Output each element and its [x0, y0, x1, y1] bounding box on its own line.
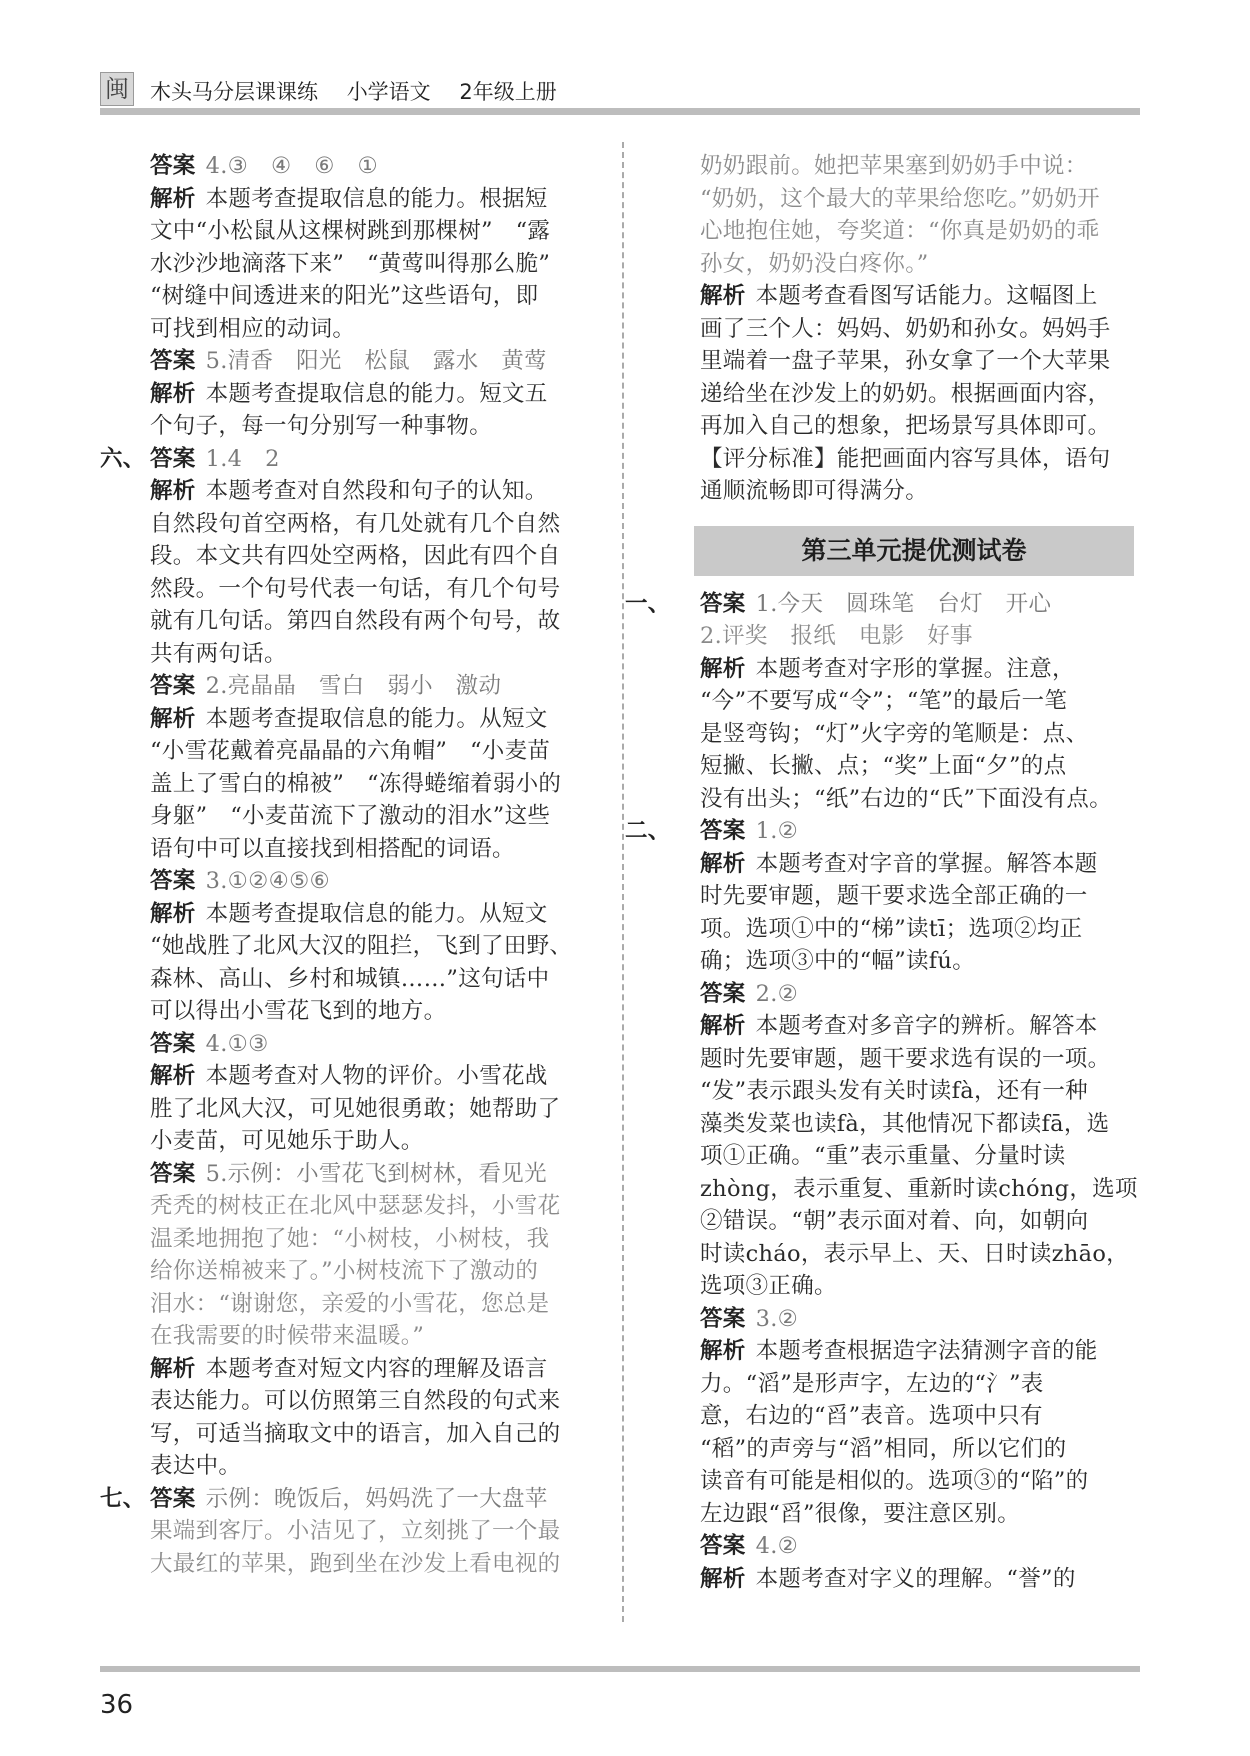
line-text: 大最红的苹果，跑到坐在沙发上看电视的: [150, 1550, 561, 1577]
answer-tag: 答案: [150, 1030, 196, 1057]
text-line: [100, 215, 600, 248]
text-line: [100, 378, 600, 411]
answer-tag: 答案: [150, 348, 196, 374]
analysis-tag: 解析: [700, 655, 746, 682]
line-text: 本题考查对字义的理解。“誉”的: [755, 1565, 1076, 1592]
text-line: [100, 1223, 600, 1256]
line-text: 1.②: [755, 818, 799, 844]
line-text: 短撇、长撇、点；“奖”上面“夕”的点: [700, 753, 1067, 779]
running-header: [150, 76, 579, 106]
line-text: 本题考查对短文内容的理解及语言: [205, 1355, 548, 1382]
text-line: [700, 1075, 1140, 1108]
answer-tag: 答案: [150, 673, 196, 699]
analysis-tag: 解析: [700, 283, 746, 309]
line-text: 【评分标准】能把画面内容写具体，语句: [700, 445, 1111, 472]
text-line: [100, 410, 600, 443]
text-line: [700, 1010, 1140, 1043]
text-line: [700, 1433, 1140, 1466]
unit-test-banner: 第三单元提优测试卷: [694, 526, 1134, 576]
line-text: 题时先要审题，题干要求选有误的一项。: [700, 1045, 1111, 1072]
line-text: 果端到客厅。小洁见了，立刻挑了一个最: [150, 1518, 561, 1544]
text-line: [700, 913, 1140, 946]
line-text: 本题考查提取信息的能力。从短文: [205, 705, 548, 732]
line-text: 可以得出小雪花飞到的地方。: [150, 998, 447, 1024]
text-line: [100, 833, 600, 866]
text-line: [100, 1093, 600, 1126]
text-line: [625, 815, 1140, 848]
text-line: [700, 150, 1140, 183]
line-text: 可找到相应的动词。: [150, 315, 356, 342]
text-line: [700, 345, 1140, 378]
answer-tag: 答案: [700, 1305, 746, 1332]
text-line: [100, 1548, 600, 1581]
text-line: [700, 653, 1140, 686]
line-text: 3.②: [755, 1305, 799, 1332]
analysis-tag: 解析: [150, 380, 196, 407]
line-text: 胜了北风大汉，可见她很勇敢；她帮助了: [150, 1095, 561, 1122]
line-text: 项。选项①中的“梯”读tī；选项②均正: [700, 915, 1083, 942]
text-line: [100, 313, 600, 346]
text-line: [700, 1498, 1140, 1531]
line-text: 表达能力。可以仿照第三自然段的句式来: [150, 1388, 561, 1414]
line-text: 通顺流畅即可得满分。: [700, 478, 929, 504]
line-text: 自然段句首空两格，有几处就有几个自然: [150, 510, 561, 537]
answer-tag: 答案: [150, 868, 196, 894]
line-text: 共有两句话。: [150, 640, 287, 667]
section-number: 一、: [625, 590, 671, 617]
text-line: [700, 1335, 1140, 1368]
text-line: [100, 703, 600, 736]
text-line: [100, 540, 600, 573]
line-text: 藻类发菜也读fà，其他情况下都读fā，选: [700, 1110, 1110, 1137]
text-line: [100, 508, 600, 541]
line-text: 本题考查对字音的掌握。解答本题: [755, 850, 1098, 877]
text-line: [700, 1140, 1140, 1173]
line-text: 本题考查看图写话能力。这幅图上: [755, 283, 1098, 309]
line-text: 奶奶跟前。她把苹果塞到奶奶手中说：: [700, 153, 1088, 179]
line-text: 本题考查对字形的掌握。注意，: [755, 655, 1075, 682]
text-line: [700, 945, 1140, 978]
answer-tag: 答案: [700, 590, 746, 617]
line-text: “稻”的声旁与“滔”相同，所以它们的: [700, 1435, 1067, 1462]
line-text: 2.评奖 报纸 电影 好事: [700, 623, 973, 649]
line-text: 然段。一个句号代表一句话，有几个句号: [150, 575, 561, 602]
text-line: [100, 963, 600, 996]
line-text: “小雪花戴着亮晶晶的六角帽” “小麦苗: [150, 738, 551, 764]
text-line: [700, 313, 1140, 346]
text-line: [100, 1450, 600, 1483]
text-line: [700, 685, 1140, 718]
line-text: ②错误。“朝”表示面对着、向，如朝向: [700, 1208, 1089, 1234]
line-text: 递给坐在沙发上的奶奶。根据画面内容，: [700, 380, 1111, 407]
text-line: [700, 183, 1140, 216]
text-line: [100, 605, 600, 638]
text-line: [100, 475, 600, 508]
line-text: 泪水：“谢谢您，亲爱的小雪花，您总是: [150, 1290, 550, 1317]
text-line: [700, 248, 1140, 281]
line-text: 画了三个人：妈妈、奶奶和孙女。妈妈手: [700, 315, 1111, 342]
line-text: 表达中。: [150, 1453, 242, 1479]
text-line: [100, 1353, 600, 1386]
line-text: 孙女，奶奶没白疼你。”: [700, 250, 929, 277]
text-line: [700, 1563, 1140, 1596]
text-line: [700, 750, 1140, 783]
text-line: [100, 443, 600, 476]
text-line: [700, 718, 1140, 751]
line-text: 确；选项③中的“幅”读fú。: [700, 948, 976, 974]
line-text: 再加入自己的想象，把场景写具体即可。: [700, 413, 1111, 439]
line-text: 本题考查提取信息的能力。从短文: [205, 900, 548, 927]
answer-tag: 答案: [150, 153, 196, 179]
text-line: [700, 475, 1140, 508]
line-text: 选项③正确。: [700, 1273, 837, 1299]
line-text: 个句子，每一句分别写一种事物。: [150, 413, 493, 439]
analysis-tag: 解析: [150, 1355, 196, 1382]
text-line: [100, 1190, 600, 1223]
text-line: [100, 1255, 600, 1288]
line-text: 文中“小松鼠从这棵树跳到那棵树” “露: [150, 218, 551, 244]
text-line: [100, 280, 600, 313]
line-text: 示例：晚饭后，妈妈洗了一大盘苹: [205, 1485, 548, 1512]
text-line: [100, 1320, 600, 1353]
left-column: [100, 150, 600, 1580]
text-line: [700, 1043, 1140, 1076]
text-line: [700, 620, 1140, 653]
text-line: [700, 215, 1140, 248]
text-line: [700, 280, 1140, 313]
line-text: 意，右边的“舀”表音。选项中只有: [700, 1403, 1043, 1429]
analysis-tag: 解析: [700, 1338, 746, 1364]
text-line: [700, 1173, 1140, 1206]
header-rule: [100, 108, 1140, 115]
line-text: 没有出头；“纸”右边的“氏”下面没有点。: [700, 785, 1113, 812]
page-number: 36: [100, 1690, 134, 1720]
analysis-tag: 解析: [150, 185, 196, 212]
text-line: [100, 898, 600, 931]
text-line: [100, 800, 600, 833]
line-text: 2.亮晶晶 雪白 弱小 激动: [205, 673, 502, 699]
text-line: [100, 930, 600, 963]
text-line: [700, 1400, 1140, 1433]
line-text: 时先要审题，题干要求选全部正确的一: [700, 883, 1088, 909]
line-text: 2.②: [755, 980, 799, 1007]
text-line: [700, 978, 1140, 1011]
column-divider: [622, 142, 624, 1622]
line-text: 本题考查根据造字法猜测字音的能: [755, 1338, 1098, 1364]
series-title: 木头马分层课课练: [150, 80, 318, 104]
right-column-top: [700, 150, 1140, 508]
answer-tag: 答案: [150, 1160, 196, 1187]
text-line: [700, 1303, 1140, 1336]
text-line: [700, 1530, 1140, 1563]
analysis-tag: 解析: [150, 1063, 196, 1089]
line-text: 4.②: [755, 1533, 799, 1559]
grade-label: 2年级上册: [459, 80, 557, 104]
line-text: “今”不要写成“令”；“笔”的最后一笔: [700, 688, 1068, 714]
section-number: 七、: [100, 1485, 146, 1512]
text-line: [700, 1108, 1140, 1141]
line-text: 秃秃的树枝正在北风中瑟瑟发抖，小雪花: [150, 1193, 561, 1219]
text-line: [700, 378, 1140, 411]
analysis-tag: 解析: [150, 478, 196, 504]
line-text: “树缝中间透进来的阳光”这些语句，即: [150, 283, 539, 309]
line-text: 给你送棉被来了。”小树枝流下了激动的: [150, 1258, 539, 1284]
text-line: [100, 183, 600, 216]
line-text: 4.③ ④ ⑥ ①: [205, 153, 378, 179]
line-text: 5.示例：小雪花飞到树林，看见光: [205, 1160, 547, 1187]
footer-rule: [100, 1666, 1140, 1672]
text-line: [100, 768, 600, 801]
line-text: 森林、高山、乡村和城镇……”这句话中: [150, 965, 550, 992]
line-text: 段。本文共有四处空两格，因此有四个自: [150, 543, 561, 569]
text-line: [100, 865, 600, 898]
text-line: [100, 995, 600, 1028]
text-line: [100, 1515, 600, 1548]
answer-tag: 答案: [150, 1485, 196, 1512]
line-text: 小麦苗，可见她乐于助人。: [150, 1128, 424, 1154]
line-text: 水沙沙地滴落下来” “黄莺叫得那么脆”: [150, 250, 551, 277]
text-line: [100, 150, 600, 183]
line-text: 读音有可能是相似的。选项③的“陷”的: [700, 1468, 1089, 1494]
text-line: [700, 783, 1140, 816]
line-text: 是竖弯钩；“灯”火字旁的笔顺是：点、: [700, 720, 1089, 747]
text-line: [700, 880, 1140, 913]
line-text: “她战胜了北风大汉的阻拦，飞到了田野、: [150, 933, 573, 959]
text-line: [100, 1028, 600, 1061]
text-line: [100, 1418, 600, 1451]
text-line: [100, 1158, 600, 1191]
line-text: 温柔地拥抱了她：“小树枝，小树枝，我: [150, 1225, 550, 1252]
line-text: 本题考查对人物的评价。小雪花战: [205, 1063, 548, 1089]
line-text: 1.今天 圆珠笔 台灯 开心: [755, 590, 1052, 617]
analysis-tag: 解析: [700, 850, 746, 877]
right-column: [625, 150, 1140, 1595]
line-text: 写，可适当摘取文中的语言，加入自己的: [150, 1420, 561, 1447]
analysis-tag: 解析: [700, 1013, 746, 1039]
section-number: 六、: [100, 445, 146, 472]
line-text: 左边跟“舀”很像，要注意区别。: [700, 1500, 1021, 1527]
answer-tag: 答案: [700, 1533, 746, 1559]
text-line: [100, 1125, 600, 1158]
line-text: 项①正确。“重”表示重量、分量时读: [700, 1143, 1066, 1169]
section-number: 二、: [625, 818, 671, 844]
right-column-bottom: [625, 588, 1140, 1596]
line-text: 力。“滔”是形声字，左边的“氵”表: [700, 1370, 1044, 1397]
text-line: [100, 638, 600, 671]
text-line: [700, 1465, 1140, 1498]
line-text: 本题考查对自然段和句子的认知。: [205, 478, 548, 504]
text-line: [700, 1368, 1140, 1401]
subject-label: 小学语文: [346, 80, 431, 104]
line-text: 语句中可以直接找到相搭配的词语。: [150, 835, 515, 862]
text-line: [100, 345, 600, 378]
text-line: [100, 1060, 600, 1093]
series-logo: 闽: [100, 72, 134, 106]
text-line: [100, 1483, 600, 1516]
text-line: [625, 588, 1140, 621]
line-text: “发”表示跟头发有关时读fà，还有一种: [700, 1078, 1088, 1104]
line-text: 就有几句话。第四自然段有两个句号，故: [150, 608, 561, 634]
line-text: 在我需要的时候带来温暖。”: [150, 1323, 425, 1349]
text-line: [100, 248, 600, 281]
analysis-tag: 解析: [150, 900, 196, 927]
answer-tag: 答案: [700, 980, 746, 1007]
line-text: 本题考查提取信息的能力。根据短: [205, 185, 548, 212]
line-text: “奶奶，这个最大的苹果给您吃。”奶奶开: [700, 185, 1100, 212]
answer-tag: 答案: [150, 445, 196, 472]
analysis-tag: 解析: [700, 1565, 746, 1592]
analysis-tag: 解析: [150, 705, 196, 732]
text-line: [700, 1238, 1140, 1271]
line-text: 4.①③: [205, 1030, 269, 1057]
text-line: [100, 735, 600, 768]
text-line: [100, 1385, 600, 1418]
line-text: 盖上了雪白的棉被” “冻得蜷缩着弱小的: [150, 770, 562, 797]
line-text: 心地抱住她，夸奖道：“你真是奶奶的乖: [700, 218, 1100, 244]
line-text: 本题考查提取信息的能力。短文五: [205, 380, 548, 407]
text-line: [700, 848, 1140, 881]
text-line: [700, 1205, 1140, 1238]
text-line: [700, 443, 1140, 476]
line-text: 5.清香 阳光 松鼠 露水 黄莺: [205, 348, 547, 374]
line-text: 里端着一盘子苹果，孙女拿了一个大苹果: [700, 348, 1111, 374]
text-line: [100, 670, 600, 703]
line-text: 3.①②④⑤⑥: [205, 868, 331, 894]
text-line: [100, 573, 600, 606]
text-line: [700, 410, 1140, 443]
line-text: 本题考查对多音字的辨析。解答本: [755, 1013, 1098, 1039]
text-line: [700, 1270, 1140, 1303]
text-line: [100, 1288, 600, 1321]
line-text: 身躯” “小麦苗流下了激动的泪水”这些: [150, 803, 551, 829]
line-text: 时读cháo，表示早上、天、日时读zhāo，: [700, 1240, 1129, 1267]
line-text: 1.4 2: [205, 445, 280, 472]
line-text: zhòng，表示重复、重新时读chóng，选项: [700, 1175, 1138, 1202]
answer-tag: 答案: [700, 818, 746, 844]
